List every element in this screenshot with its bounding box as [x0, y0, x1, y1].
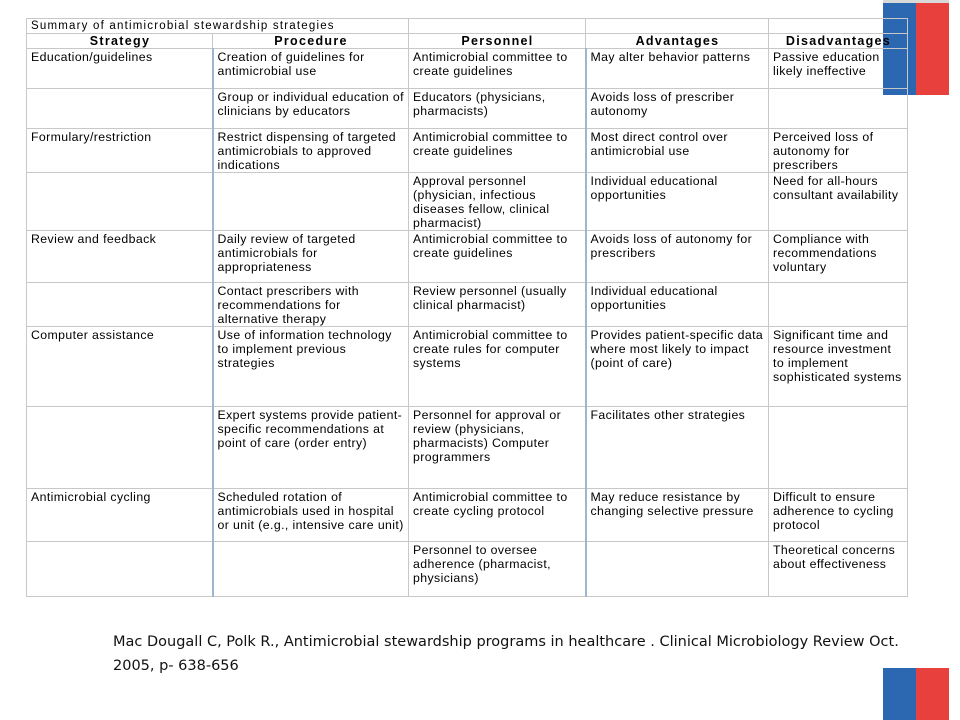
cell-advantages-text: Facilitates other strategies [590, 408, 746, 422]
cell-advantages [586, 542, 769, 597]
flag-blue-stripe [883, 668, 916, 720]
cell-personnel [409, 327, 586, 407]
flag-red-stripe [916, 668, 949, 720]
cell-disadvantages-text: Significant time and resource investment to implement sophisticated systems [773, 328, 902, 384]
cell-advantages [586, 407, 769, 489]
cell-advantages-text: Avoids loss of autonomy for prescribers [590, 232, 753, 260]
cell-disadvantages [769, 129, 908, 173]
cell-disadvantages-text: Perceived loss of autonomy for prescribers [773, 130, 874, 172]
cell-advantages [586, 173, 769, 231]
cell-strategy-text: Education/guidelines [31, 50, 153, 64]
flag-decoration-bottom [883, 668, 949, 720]
column-header-advantages: Advantages [586, 34, 769, 49]
column-header-strategy: Strategy [27, 34, 213, 49]
cell-advantages [586, 129, 769, 173]
cell-strategy [27, 49, 213, 89]
cell-advantages-text: Provides patient-specific data where most likely to impact (point of care) [590, 328, 764, 370]
cell-procedure [213, 49, 409, 89]
cell-procedure-text: Contact prescribers with recommendations for alternative therapy [217, 284, 359, 326]
flag-red-stripe [916, 0, 949, 95]
cell-procedure-text: Scheduled rotation of antimicrobials used in hospital or unit (e.g., intensive care unit) [217, 490, 404, 532]
table-row [27, 49, 908, 89]
table-row [27, 89, 908, 129]
cell-strategy [27, 327, 213, 407]
cell-strategy-text: Computer assistance [31, 328, 155, 342]
cell-personnel [409, 542, 586, 597]
cell-disadvantages-text: Need for all-hours consultant availability [773, 174, 899, 202]
cell-personnel-text: Antimicrobial committee to create rules for computer systems [413, 328, 568, 370]
cell-advantages [586, 327, 769, 407]
cell-personnel-text: Approval personnel (physician, infectious diseases fellow, clinical pharmacist) [413, 174, 550, 230]
cell-strategy [27, 129, 213, 173]
cell-disadvantages [769, 489, 908, 542]
cell-strategy [27, 231, 213, 283]
table-body [27, 49, 908, 597]
cell-procedure [213, 129, 409, 173]
cell-advantages [586, 231, 769, 283]
strategies-table-container [26, 18, 907, 597]
cell-personnel [409, 49, 586, 89]
cell-personnel [409, 407, 586, 489]
cell-disadvantages-text: Passive education likely ineffective [773, 50, 880, 78]
cell-procedure-text: Restrict dispensing of targeted antimicrobials to approved indications [217, 130, 396, 172]
cell-personnel [409, 231, 586, 283]
cell-procedure [213, 231, 409, 283]
cell-disadvantages-text: Compliance with recommendations voluntary [773, 232, 877, 274]
cell-personnel [409, 489, 586, 542]
cell-strategy [27, 407, 213, 489]
cell-personnel-text: Personnel for approval or review (physicians, pharmacists) Computer programmers [413, 408, 562, 464]
cell-strategy [27, 283, 213, 327]
cell-disadvantages [769, 49, 908, 89]
cell-personnel [409, 283, 586, 327]
cell-disadvantages [769, 89, 908, 129]
cell-disadvantages [769, 327, 908, 407]
cell-personnel [409, 129, 586, 173]
cell-disadvantages [769, 283, 908, 327]
cell-personnel-text: Antimicrobial committee to create guidelines [413, 130, 568, 158]
table-row [27, 283, 908, 327]
cell-advantages-text: Individual educational opportunities [590, 284, 718, 312]
caption-spacer [586, 19, 769, 34]
cell-personnel-text: Personnel to oversee adherence (pharmacist, physicians) [413, 543, 551, 585]
cell-procedure [213, 327, 409, 407]
cell-personnel-text: Educators (physicians, pharmacists) [413, 90, 546, 118]
cell-advantages [586, 489, 769, 542]
cell-disadvantages [769, 407, 908, 489]
cell-advantages-text: Avoids loss of prescriber autonomy [590, 90, 735, 118]
cell-procedure-text: Use of information technology to implement previous strategies [217, 328, 392, 370]
table-row [27, 407, 908, 489]
cell-disadvantages [769, 173, 908, 231]
table-row [27, 231, 908, 283]
cell-strategy [27, 173, 213, 231]
cell-strategy-text: Review and feedback [31, 232, 157, 246]
cell-advantages [586, 283, 769, 327]
table-row [27, 327, 908, 407]
cell-disadvantages-text: Theoretical concerns about effectiveness [773, 543, 896, 571]
cell-strategy-text: Antimicrobial cycling [31, 490, 151, 504]
cell-procedure-text: Daily review of targeted antimicrobials for appropriateness [217, 232, 356, 274]
cell-procedure [213, 542, 409, 597]
cell-disadvantages [769, 542, 908, 597]
cell-advantages-text: Individual educational opportunities [590, 174, 718, 202]
cell-personnel-text: Antimicrobial committee to create guidelines [413, 50, 568, 78]
cell-personnel-text: Review personnel (usually clinical pharmacist) [413, 284, 567, 312]
cell-advantages [586, 89, 769, 129]
cell-advantages-text: May reduce resistance by changing selective pressure [590, 490, 754, 518]
table-row [27, 129, 908, 173]
table-caption: Summary of antimicrobial stewardship strategies [27, 19, 409, 34]
cell-disadvantages [769, 231, 908, 283]
cell-procedure [213, 407, 409, 489]
cell-personnel [409, 89, 586, 129]
cell-strategy [27, 89, 213, 129]
caption-spacer [769, 19, 908, 34]
cell-strategy-text: Formulary/restriction [31, 130, 152, 144]
cell-personnel-text: Antimicrobial committee to create cycling protocol [413, 490, 568, 518]
cell-personnel-text: Antimicrobial committee to create guidelines [413, 232, 568, 260]
cell-advantages-text: Most direct control over antimicrobial use [590, 130, 728, 158]
cell-procedure [213, 89, 409, 129]
caption-spacer [409, 19, 586, 34]
cell-advantages-text: May alter behavior patterns [590, 50, 751, 64]
cell-strategy [27, 542, 213, 597]
table-row [27, 542, 908, 597]
cell-procedure [213, 283, 409, 327]
column-header-disadvantages: Disadvantages [769, 34, 908, 49]
cell-procedure-text: Creation of guidelines for antimicrobial use [217, 50, 365, 78]
citation-text: Mac Dougall C, Polk R., Antimicrobial stewardship programs in healthcare . Clinical Microbiology Review Oct. 2005, p- 638-656 [113, 634, 899, 674]
cell-procedure-text: Group or individual education of clinicians by educators [217, 90, 404, 118]
table-row [27, 489, 908, 542]
column-header-procedure: Procedure [213, 34, 409, 49]
cell-personnel [409, 173, 586, 231]
cell-procedure-text: Expert systems provide patient-specific recommendations at point of care (order entry) [217, 408, 403, 450]
cell-procedure [213, 173, 409, 231]
strategies-table [26, 18, 908, 597]
cell-strategy [27, 489, 213, 542]
cell-procedure [213, 489, 409, 542]
cell-advantages [586, 49, 769, 89]
table-row [27, 173, 908, 231]
cell-disadvantages-text: Difficult to ensure adherence to cycling protocol [773, 490, 894, 532]
column-header-personnel: Personnel [409, 34, 586, 49]
